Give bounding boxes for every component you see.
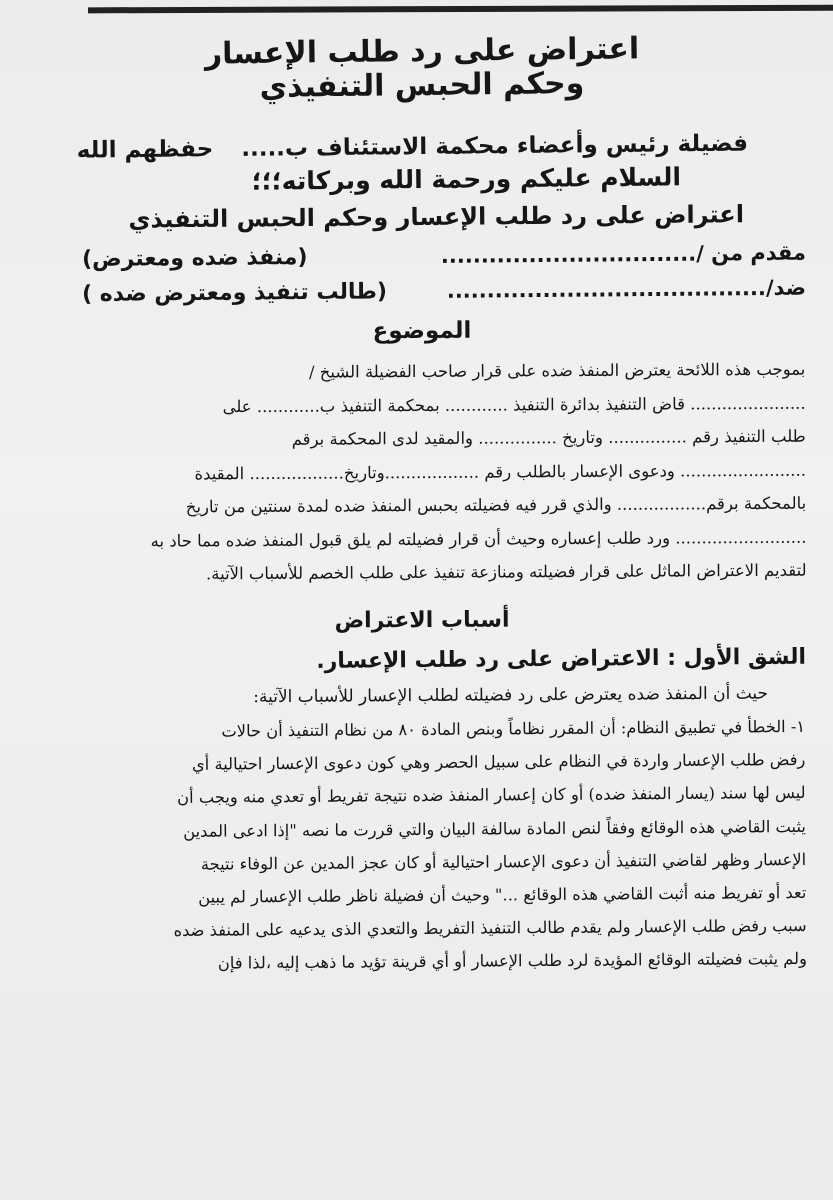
subject-line: بموجب هذه اللائحة يعترض المنفذ ضده على قرار صاحب الفضيلة الشيخ / xyxy=(308,359,806,382)
addressee: فضيلة رئيس وأعضاء محكمة الاستئناف ب..... xyxy=(241,130,749,162)
submitted-by-role: (منفذ ضده ومعترض) xyxy=(81,244,308,272)
subject-line: ......................... ورد طلب إعساره وحيث أن قرار فضيلته لم يلق قبول المنفذ ضده مما حاد به xyxy=(150,527,807,551)
part-one-intro: حيث أن المنفذ ضده يعترض على رد فضيلته لطلب الإعسار للأسباب الآتية: xyxy=(253,683,769,707)
document-title-line-1: اعتراض على رد طلب الإعسار xyxy=(204,31,640,72)
honorific: حفظهم الله xyxy=(76,136,214,164)
addressee-line xyxy=(38,131,806,163)
reasons-heading: أسباب الاعتراض xyxy=(334,607,510,634)
submitted-by-label: مقدم من /................................ xyxy=(440,240,807,268)
against-label: ضد/........................................ xyxy=(446,275,807,303)
subject-heading: الموضوع xyxy=(372,317,472,345)
subject-line: ........................ ودعوى الإعسار بالطلب رقم ..................وتاريخ.................. المقيدة xyxy=(194,460,807,483)
subject-line: طلب التنفيذ رقم ............... وتاريخ ............... والمقيد لدى المحكمة برقم xyxy=(291,426,806,449)
point-line: ولم يثبت فضيلته الوقائع المؤيدة لرد طلب الإعسار أو أي قرينة تؤيد ما ذهب إليه ،لذا فإن xyxy=(217,949,807,974)
against-role: (طالب تنفيذ ومعترض ضده ) xyxy=(81,278,388,307)
point-line: يثبت القاضي هذه الوقائع وفقاً لنص المادة سالفة البيان والتي قررت ما نصه "إذا ادعى المدين xyxy=(183,817,806,841)
greeting: السلام عليكم ورحمة الله وبركاته؛؛؛ xyxy=(251,162,682,196)
against-row xyxy=(38,276,806,306)
subject-line: لتقديم الاعتراض الماثل على قرار فضيلته ومنازعة تنفيذ على طلب الخصم للأسباب الآتية. xyxy=(205,560,807,584)
subject-paragraph xyxy=(37,353,806,592)
document-title-line-2: وحكم الحبس التنفيذي xyxy=(259,65,585,105)
point-line: الإعسار وظهر لقاضي التنفيذ أن دعوى الإعسار احتيالية أو كان عجز المدين عن الوفاء نتيجة xyxy=(200,850,807,874)
point-line: ١- الخطأ في تطبيق النظام: أن المقرر نظاماً وبنص المادة ٨٠ من نظام التنفيذ أن حالات xyxy=(221,717,806,742)
subject-line: ...................... قاض التنفيذ بدائرة التنفيذ ............ بمحكمة التنفيذ ب............ على xyxy=(222,393,806,416)
submitted-by-row xyxy=(38,241,806,271)
point-line: تعد أو تفريط منه أثبت القاضي هذه الوقائع ..." وحيث أن فضيلة ناظر طلب الإعسار لم يبين xyxy=(198,883,807,908)
document-body xyxy=(38,20,806,979)
point-one-paragraph xyxy=(37,710,807,982)
top-border-line xyxy=(88,5,833,14)
part-one-heading: الشق الأول : الاعتراض على رد طلب الإعسار. xyxy=(316,644,807,674)
subject-line: بالمحكمة برقم................. والذي قرر فيه فضيلته بحبس المنفذ ضده لمدة سنتين من تاريخ xyxy=(185,493,807,517)
subject-title: اعتراض على رد طلب الإعسار وحكم الحبس التنفيذي xyxy=(128,200,745,234)
point-line: سبب رفض طلب الإعسار ولم يقدم طالب التنفيذ التفريط والتعدي الذى يدعيه على المنفذ ضده xyxy=(173,916,807,941)
point-line: رفض طلب الإعسار واردة في النظام على سبيل الحصر وهي كون دعوى الإعسار احتيالية أي xyxy=(191,750,806,775)
point-line: ليس لها سند (يسار المنفذ ضده) أو كان إعسار المنفذ ضده نتيجة تفريط أو تعدي منه ويجب أن xyxy=(177,783,806,808)
